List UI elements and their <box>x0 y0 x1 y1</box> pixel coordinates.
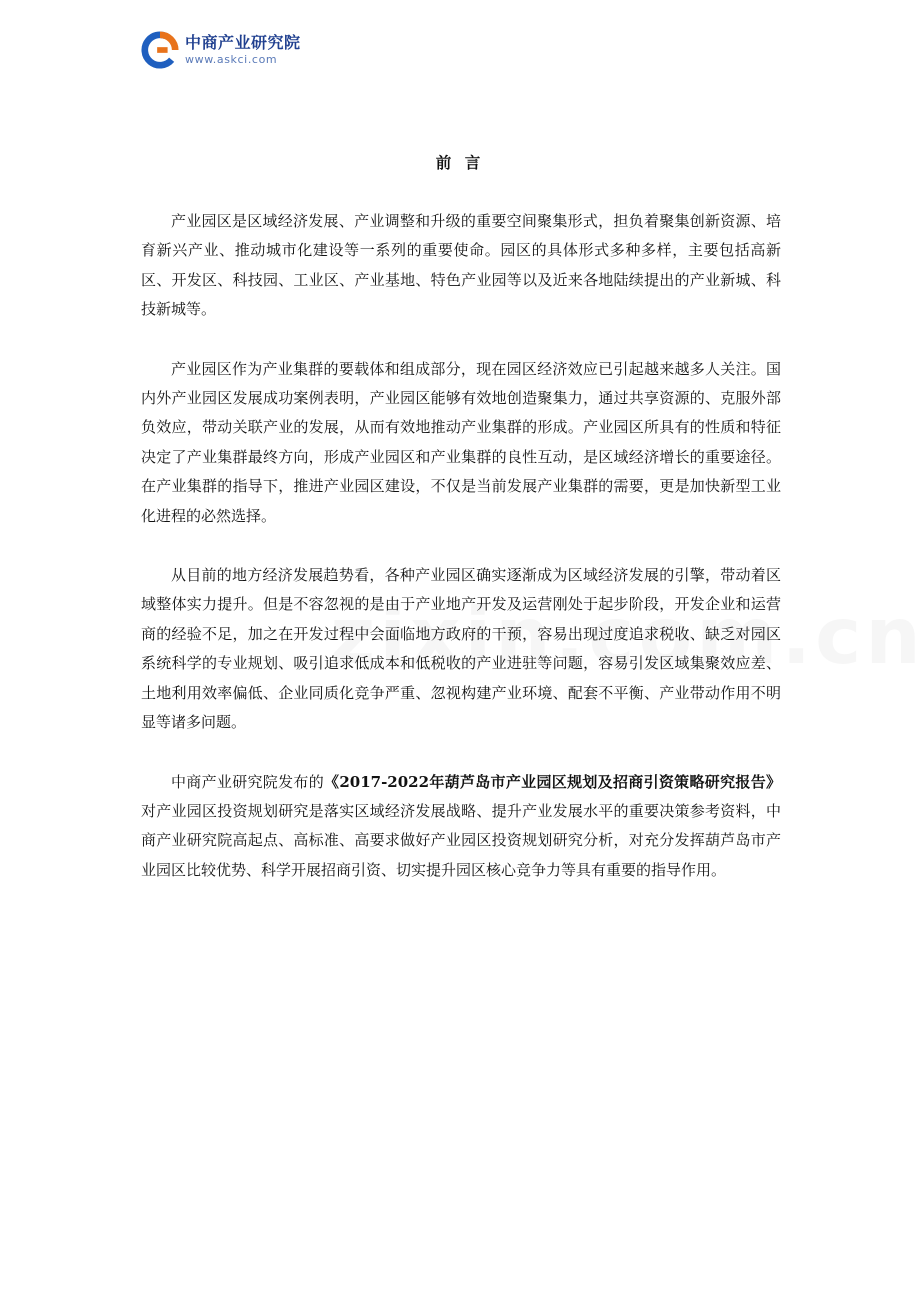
paragraph-2: 产业园区作为产业集群的要载体和组成部分，现在园区经济效应已引起越来越多人关注。国内外产业园区发展成功案例表明，产业园区能够有效地创造聚集力，通过共享资源的、克服外部负效应，带动关联产业的发展，从而有效地推动产业集群的形成。产业园区所具有的性质和特征决定了产业集群最终方向，形成产业园区和产业集群的良性互动，是区域经济增长的重要途径。在产业集群的指导下，推进产业园区建设，不仅是当前发展产业集群的需要，更是加快新型工业化进程的必然选择。 <box>141 359 781 525</box>
paragraph-1: 产业园区是区域经济发展、产业调整和升级的重要空间聚集形式，担负着聚集创新资源、培育新兴产业、推动城市化建设等一系列的重要使命。园区的具体形式多种多样，主要包括高新区、开发区、科技园、工业区、产业基地、特色产业园等以及近来各地陆续提出的产业新城、科技新城等。 <box>141 212 781 319</box>
header <box>141 30 301 70</box>
paragraph-4-body: 对产业园区投资规划研究是落实区域经济发展战略、提升产业发展水平的重要决策参考资料，中商产业研究院高起点、高标准、高要求做好产业园区投资规划研究分析，对充分发挥葫芦岛市产业园区比较优势、科学开展招商引资、切实提升园区核心竞争力等具有重要的指导作用。 <box>141 801 781 879</box>
paragraph-3: 从目前的地方经济发展趋势看，各种产业园区确实逐渐成为区域经济发展的引擎，带动着区域整体实力提升。但是不容忽视的是由于产业地产开发及运营刚处于起步阶段，开发企业和运营商的经验不足，加之在开发过程中会面临地方政府的干预，容易出现过度追求税收、缺乏对园区系统科学的专业规划、吸引追求低成本和低税收的产业进驻等问题，容易引发区域集聚效应差、土地利用效率偏低、企业同质化竞争严重、忽视构建产业环境、配套不平衡、产业带动作用不明显等诸多问题。 <box>141 566 781 732</box>
askci-logo-icon <box>141 31 179 69</box>
paragraph-4-lead: 中商产业研究院发布的 <box>171 772 325 791</box>
brand-block <box>185 35 301 65</box>
brand-name: 中商产业研究院 <box>185 33 301 52</box>
document-body <box>141 207 781 915</box>
brand-url: www.askci.com <box>185 53 278 66</box>
paragraph-4 <box>141 768 781 886</box>
document-title: 前 言 <box>435 153 485 172</box>
report-title: 《2017-2022年葫芦岛市产业园区规划及招商引资策略研究报告》 <box>324 772 781 791</box>
